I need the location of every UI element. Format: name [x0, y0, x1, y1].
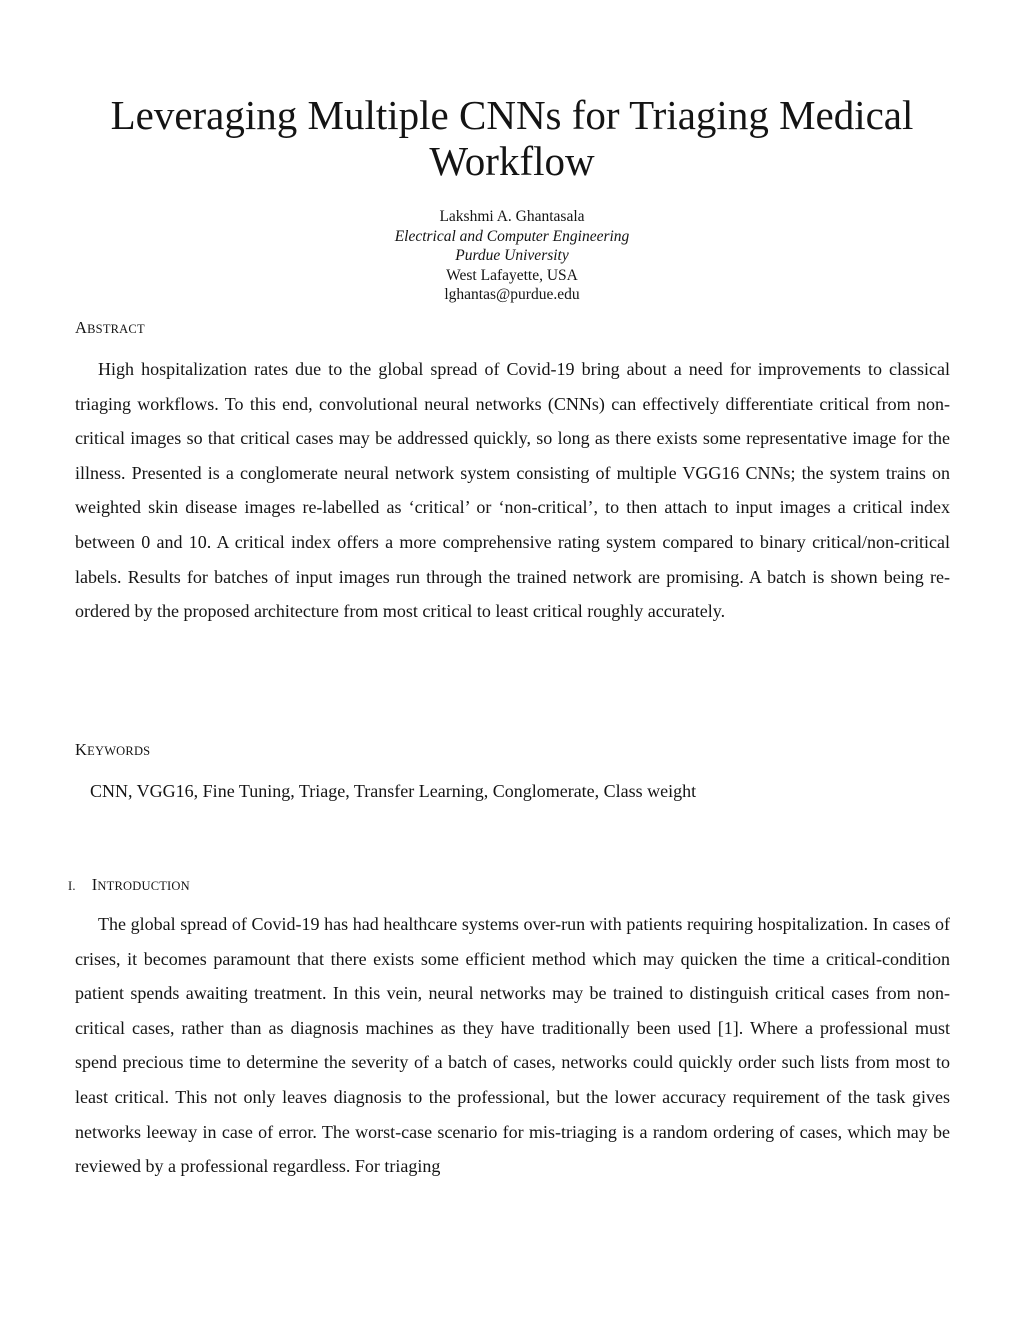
introduction-heading-rest: NTRODUCTION: [97, 879, 190, 893]
author-block: [212, 207, 812, 305]
keywords-text: CNN, VGG16, Fine Tuning, Triage, Transfer Learning, Conglomerate, Class weight: [90, 781, 697, 801]
abstract-heading-rest: BSTRACT: [87, 322, 145, 336]
abstract-heading-initial: A: [75, 318, 88, 337]
paper-title: Leveraging Multiple CNNs for Triaging Medical Workflow: [110, 92, 914, 184]
keywords-heading-initial: K: [75, 740, 88, 759]
introduction-number: I.: [68, 879, 76, 893]
author-location: West Lafayette, USA: [446, 266, 578, 284]
author-name: Lakshmi A. Ghantasala: [439, 208, 585, 225]
abstract-text: High hospitalization rates due to the global spread of Covid-19 bring about a need for improvements to classical triaging workflows. To this end, convolutional neural networks (CNNs) can effectively differentiate critical from non-critical images so that critical cases may be addressed quickly, so long as there exists some representative image for the illness. Presented is a conglomerate neural network system consisting of multiple VGG16 CNNs; the system trains on weighted skin disease images re-labelled as ‘critical’ or ‘non-critical’, to then attach to input images a critical index between 0 and 10. A critical index offers a more comprehensive rating system compared to binary critical/non-critical labels. Results for batches of input images run through the trained network are promising. A batch is shown being re-ordered by the proposed architecture from most critical to least critical roughly accurately.: [75, 359, 950, 622]
keywords-heading: [75, 740, 150, 760]
author-department: Electrical and Computer Engineering: [394, 227, 630, 245]
abstract-heading: [75, 318, 145, 338]
introduction-text: The global spread of Covid-19 has had healthcare systems over-run with patients requiring hospitalization. In cases of crises, it becomes paramount that there exists some efficient method which may quicken the time a critical-condition patient spends awaiting treatment. In this vein, neural networks may be trained to distinguish critical cases from non-critical cases, rather than as diagnosis machines as they have traditionally been used [1]. Where a professional must spend precious time to determine the severity of a batch of cases, networks could quickly order such lists from most to least critical. This not only leaves diagnosis to the professional, but the lower accuracy requirement of the task gives networks leeway in case of error. The worst-case scenario for mis-triaging is a random ordering of cases, which may be reviewed by a professional regardless. For triaging: [75, 914, 950, 1177]
introduction-heading-initial: I: [91, 875, 98, 894]
keywords-heading-rest: EYWORDS: [87, 744, 151, 758]
author-email: lghantas@purdue.edu: [444, 286, 580, 303]
introduction-heading: [68, 875, 190, 895]
author-institution: Purdue University: [455, 247, 569, 264]
